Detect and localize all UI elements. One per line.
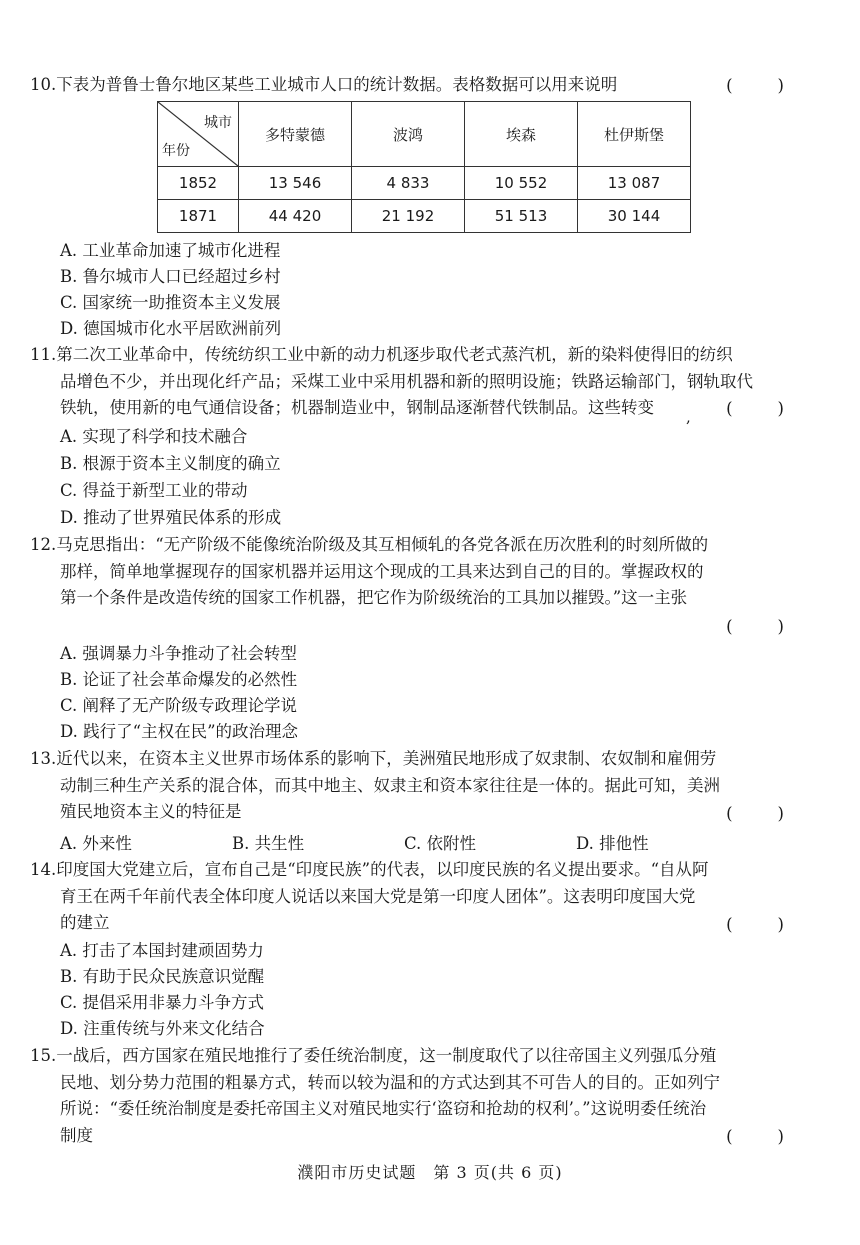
- q14-option-b: B. 有助于民众民族意识觉醒: [60, 967, 265, 986]
- q13-option-a: A. 外来性: [60, 834, 132, 853]
- q15-stem: [30, 1043, 786, 1149]
- q11-option-b: B. 根源于资本主义制度的确立: [60, 454, 281, 473]
- value-cell: 13 087: [578, 167, 691, 200]
- stem-line: 民地、划分势力范围的粗暴方式，转而以较为温和的方式达到其不可告人的目的。正如列宁: [60, 1072, 720, 1092]
- q13-options: [60, 830, 748, 854]
- value-cell: 21 192: [352, 200, 465, 233]
- q12-option-a: A. 强调暴力斗争推动了社会转型: [60, 644, 297, 663]
- stem-line: 制度: [60, 1125, 93, 1145]
- stem-line: 动制三种生产关系的混合体，而其中地主、奴隶主和资本家往往是一体的。据此可知，美洲: [60, 775, 720, 795]
- q12-option-c: C. 阐释了无产阶级专政理论学说: [60, 696, 298, 715]
- q10-option-d: D. 德国城市化水平居欧洲前列: [60, 319, 282, 338]
- q14-option-d: D. 注重传统与外来文化结合: [60, 1019, 265, 1038]
- page-footer: 濮阳市历史试题 第 3 页(共 6 页): [297, 1163, 563, 1182]
- q11-option-c: C. 得益于新型工业的带动: [60, 481, 248, 500]
- value-cell: 4 833: [352, 167, 465, 200]
- table-row: [158, 167, 691, 200]
- q13-option-c: C. 依附性: [404, 834, 477, 853]
- q14-option-c: C. 提倡采用非暴力斗争方式: [60, 993, 265, 1012]
- q11-answer-paren: ( ): [726, 399, 788, 418]
- stem-line: 育王在两千年前代表全体印度人说话以来国大党是第一印度人团体”。这表明印度国大党: [60, 886, 696, 906]
- q13-option-b: B. 共生性: [232, 834, 305, 853]
- q11-option-d: D. 推动了世界殖民体系的形成: [60, 508, 282, 527]
- value-cell: 13 546: [239, 167, 352, 200]
- stem-line: 铁轨，使用新的电气通信设备；机器制造业中，钢制品逐渐替代铁制品。这些转变: [60, 398, 654, 417]
- stem-line: 14.印度国大党建立后，宣布自己是“印度民族”的代表，以印度民族的名义提出要求。“自从阿: [30, 860, 709, 879]
- city-header: 多特蒙德: [239, 102, 352, 167]
- q15-answer-paren: ( ): [726, 1127, 788, 1146]
- q14-answer-paren: ( ): [726, 915, 788, 934]
- q10-option-c: C. 国家统一助推资本主义发展: [60, 293, 281, 312]
- q13-answer-paren: ( ): [726, 804, 788, 823]
- stem-line: 第一个条件是改造传统的国家工作机器，把它作为阶级统治的工具加以摧毁。”这一主张: [60, 588, 688, 607]
- stem-line: 那样，简单地掌握现存的国家机器并运用这个现成的工具来达到自己的目的。掌握政权的: [60, 561, 704, 581]
- city-header: 杜伊斯堡: [578, 102, 691, 167]
- value-cell: 30 144: [578, 200, 691, 233]
- stem-line: 12.马克思指出：“无产阶级不能像统治阶级及其互相倾轧的各党各派在历次胜利的时刻所做的: [30, 535, 709, 554]
- value-cell: 10 552: [465, 167, 578, 200]
- table-diagonal-header: [158, 102, 239, 167]
- q10-option-a: A. 工业革命加速了城市化进程: [60, 241, 281, 260]
- stem-line: 所说：“委任统治制度是委托帝国主义对殖民地实行‘盗窃和抢劫的权利’。”这说明委任统治: [60, 1099, 707, 1118]
- stem-line: 13.近代以来，在资本主义世界市场体系的影响下，美洲殖民地形成了奴隶制、农奴制和雇佣劳: [30, 749, 717, 768]
- stem-line: 的建立: [60, 913, 110, 932]
- q14-option-a: A. 打击了本国封建顽固势力: [60, 941, 264, 960]
- q12-answer-paren: ( ): [726, 617, 788, 636]
- header-year-label: 年份: [162, 143, 190, 159]
- table-row: [158, 200, 691, 233]
- header-city-label: 城市: [204, 115, 232, 131]
- year-cell: 1852: [158, 167, 239, 200]
- q13-option-d: D. 排他性: [576, 834, 649, 853]
- stray-pen-mark: ,: [686, 408, 691, 426]
- city-header: 波鸿: [352, 102, 465, 167]
- q11-option-a: A. 实现了科学和技术融合: [60, 427, 248, 446]
- q13-stem: [30, 746, 786, 826]
- q10-answer-paren: ( ): [726, 76, 788, 95]
- q12-option-b: B. 论证了社会革命爆发的必然性: [60, 670, 298, 689]
- city-header: 埃森: [465, 102, 578, 167]
- population-table: [157, 101, 691, 233]
- value-cell: 51 513: [465, 200, 578, 233]
- q10-option-b: B. 鲁尔城市人口已经超过乡村: [60, 267, 281, 286]
- stem-line: 15.一战后，西方国家在殖民地推行了委任统治制度，这一制度取代了以往帝国主义列强瓜分殖: [30, 1046, 717, 1065]
- q10-stem: 10.下表为普鲁士鲁尔地区某些工业城市人口的统计数据。表格数据可以用来说明: [30, 75, 618, 94]
- q14-stem: [30, 857, 786, 937]
- stem-line: 品增色不少，并出现化纤产品；采煤工业中采用机器和新的照明设施；铁路运输部门，钢轨取代: [60, 371, 753, 391]
- stem-line: 殖民地资本主义的特征是: [60, 802, 242, 821]
- value-cell: 44 420: [239, 200, 352, 233]
- stem-line: 11.第二次工业革命中，传统纺织工业中新的动力机逐步取代老式蒸汽机，新的染料使得旧的纺织: [30, 345, 733, 364]
- year-cell: 1871: [158, 200, 239, 233]
- q11-stem: [30, 342, 786, 422]
- q12-stem: [30, 532, 786, 612]
- q12-option-d: D. 践行了“主权在民”的政治理念: [60, 722, 299, 741]
